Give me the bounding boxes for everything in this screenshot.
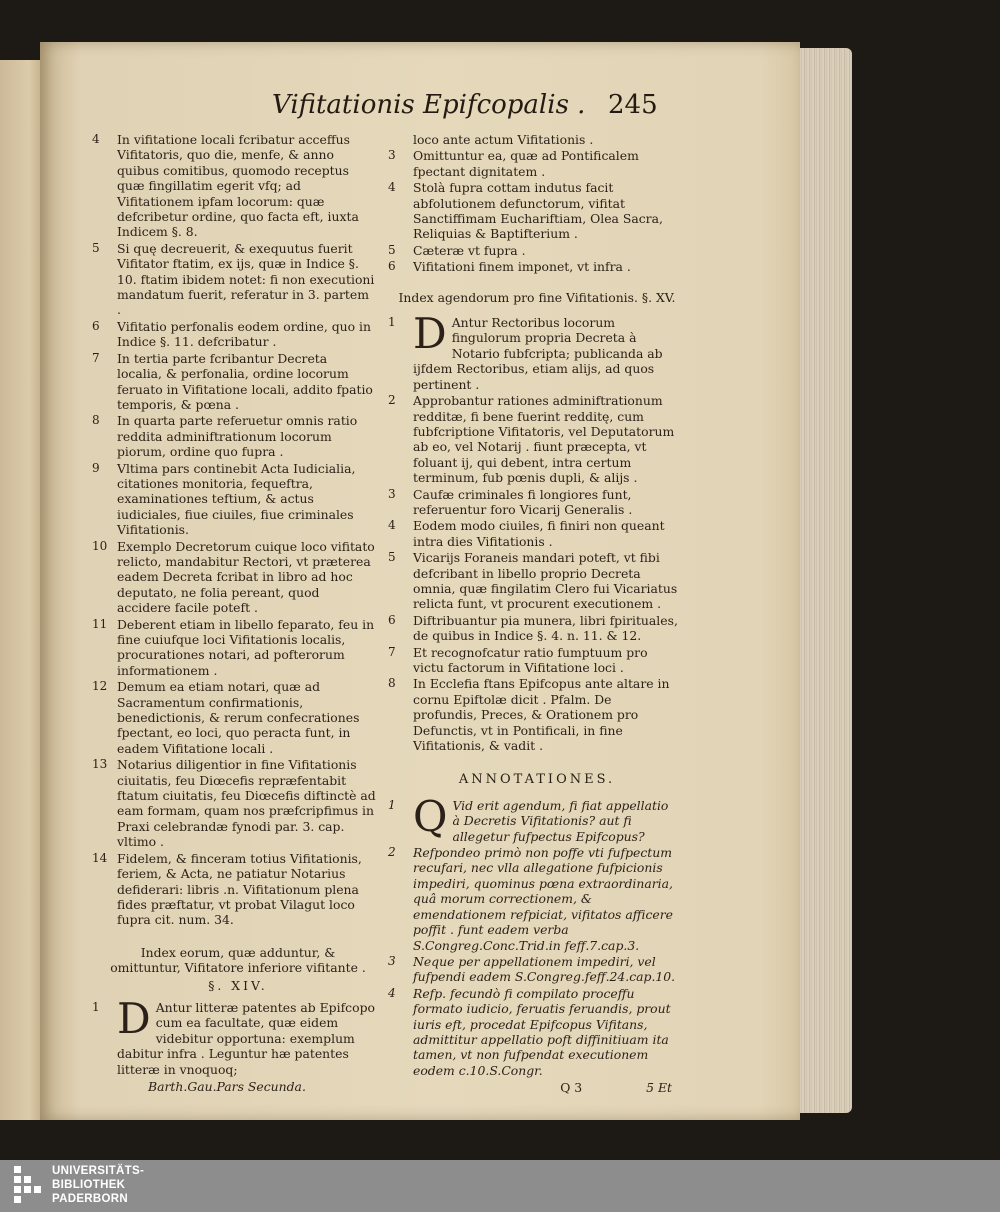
library-name-line-1: UNIVERSITÄTS-	[52, 1165, 145, 1177]
annotation-item	[388, 953, 678, 985]
list-item	[92, 460, 376, 538]
list-item	[92, 132, 376, 240]
list-item-text: Antur Rectoribus locorum fingulorum propria Decreta à Notario fubfcripta; publicanda ab ijfdem Rectoribus, etiam alijs, ad quos pertinent .	[413, 315, 663, 392]
list-item-number: 6	[92, 318, 100, 333]
list-item	[396, 132, 678, 147]
entry-text: Antur litteræ patentes ab Epifcopo cum ea facultate, quæ eidem videbitur opportuna: exemplum dabitur infra . Leguntur hæ patentes litteræ in vnoquoq;	[117, 999, 375, 1077]
list-item-number: 5	[92, 240, 100, 255]
annotation-item-number: 1	[388, 797, 396, 812]
list-item-text: Vltima pars continebit Acta Iudicialia, citationes monitoria, fequeftra, examinationes teftium, & actus iudiciales, fiue ciuiles, fiue criminales Vifitationis.	[117, 460, 356, 538]
list-item-text: Fidelem, & finceram totius Vifitationis, feriem, & Acta, ne patiatur Notarius defiderari: libris .n. Vifitationum plena fides præftatur, vt probat Vilagut loco fupra cit. num. 34.	[117, 850, 362, 928]
list-item-text: Vifitatio perfonalis eodem ordine, quo in Indice §. 11. defcribatur .	[117, 318, 371, 350]
left-column	[92, 132, 376, 1094]
annotation-item-text: Refpondeo primò non poffe vti fufpectum recufari, nec vlla allegatione fufpicionis impediri, quominus pœna extraordinaria, quâ morum correctionem, & emendationem refpiciat, vifitatos afficere poffit . funt eadem verba S.Congreg.Conc.Trid.in feff.7.cap.3.	[413, 845, 673, 953]
list-item-number: 5	[388, 550, 396, 565]
list-item-number: 6	[388, 612, 396, 627]
list-item	[92, 757, 376, 850]
list-item-text: Vicarijs Foraneis mandari poteft, vt fibi defcribant in libello proprio Decreta omnia, quæ fingilatim Clero fui Vicariatus relicta funt, vt procurent executionem .	[413, 550, 678, 612]
library-name	[52, 1164, 144, 1206]
list-item-number: 7	[92, 350, 100, 365]
list-item-text: Si quę decreuerit, & exequutus fuerit Vifitator ftatim, ex ijs, quæ in Indice §. 10. ftatim ibidem notet: fi non executioni mandatum fuerit, referatur in 3. partem .	[117, 240, 375, 318]
right-items-2	[388, 309, 678, 754]
annotation-item	[388, 791, 678, 844]
annotation-item	[388, 985, 678, 1078]
list-item-text: Approbantur rationes adminiftrationum redditæ, fi bene fuerint redditę, cum fubfcriptione Vifitatoris, vel Deputatorum ab eo, vel Notarij . fiunt præcepta, vt foluant ij, qui debent, intra certum terminum, fub pœnis dupli, & alijs .	[413, 393, 675, 486]
list-item-text: Deberent etiam in libello feparato, feu in fine cuiufque loci Vifitationis localis, procurationes notari, ad pofterorum informationem .	[117, 616, 375, 678]
library-name-line-3: PADERBORN	[52, 1193, 128, 1205]
list-item-number: 13	[92, 757, 108, 772]
list-item	[92, 850, 376, 928]
drop-initial: D	[117, 993, 151, 1043]
list-item-number: 4	[388, 518, 396, 533]
list-item	[92, 679, 376, 756]
list-item-number: 8	[92, 413, 100, 428]
list-item-number: 12	[92, 679, 108, 694]
list-item-number: 3	[388, 486, 396, 501]
list-item	[388, 393, 678, 486]
list-item-text: Eodem modo ciuiles, fi finiri non queant intra dies Vifitationis .	[413, 518, 665, 549]
list-item	[388, 242, 678, 258]
list-item-text: In vifitatione locali fcribatur acceffus Vifitatoris, quo die, menfe, & anno quibus comitibus, quomodo receptus quæ fingillatim egerit vfq; ad Vifitationem ipfam locorum: quæ defcribetur ordine, quo facta eft, iuxta Indicem §. 8.	[117, 132, 359, 240]
list-item-text: In Ecclefia ftans Epifcopus ante altare in cornu Epiftolæ dicit . Pfalm. De profundis, Preces, & Orationem pro Defunctis, vt in Pontificali, in fine Vifitationis, & vadit .	[413, 676, 670, 754]
list-item-text: Cæteræ vt fupra .	[413, 242, 526, 258]
list-item	[388, 259, 678, 275]
list-item-text: In tertia parte fcribantur Decreta localia, & perfonalia, ordine locorum feruato in Vifitatione locali, addito fpatio temporis, & pœna .	[117, 350, 373, 412]
list-item	[388, 148, 678, 179]
right-column	[388, 132, 678, 1096]
list-item-number: 6	[388, 259, 396, 274]
annotations-list	[388, 791, 678, 1078]
library-footer	[0, 1160, 1000, 1212]
list-item-number: 7	[388, 644, 396, 659]
list-item	[388, 612, 678, 644]
list-item	[92, 318, 376, 350]
signature-line: Barth.Gau.Pars Secunda.	[148, 1078, 306, 1094]
index-heading: Index eorum, quæ adduntur, & omittuntur, Vifitatore inferiore vifitante .	[110, 944, 366, 976]
list-item-number: 4	[92, 132, 100, 146]
annotation-item-number: 2	[388, 845, 396, 860]
list-item-text: Diftribuantur pia munera, libri fpirituales, de quibus in Indice §. 4. n. 11. & 12.	[413, 612, 678, 644]
list-item	[92, 413, 376, 460]
list-item-text: Omittuntur ea, quæ ad Pontificalem fpectant dignitatem .	[413, 148, 639, 179]
list-item-text: Stolà fupra cottam indutus facit abfolutionem defunctorum, vifitat Sanctiffimam Euchariftiam, Olea Sacra, Reliquias & Baptifterium .	[413, 180, 663, 242]
list-item-text: loco ante actum Vifitationis .	[413, 132, 594, 147]
list-item-number: 8	[388, 676, 396, 691]
list-item-text: Notarius diligentior in fine Vifitationis ciuitatis, feu Diœcefis repræfentabit ftatum ciuitatis, feu Diœcefis diftinctè ad eam formam, quam nos præfcripfimus in Praxi celebrandæ fynodi par. 3. cap. vltimo .	[117, 757, 376, 850]
running-header: Vifitationis Epifcopalis .	[272, 90, 586, 120]
list-item-number: 2	[388, 393, 396, 408]
list-item-number: 11	[92, 616, 108, 631]
list-item-text: Et recognofcatur ratio fumptuum pro victu factorum in Vifitatione loci .	[413, 644, 648, 675]
list-item	[388, 644, 678, 676]
list-item-text: Exemplo Decretorum cuique loco vifitato relicto, mandabitur Rectori, vt præterea eadem Decreta fcribat in libro ad hoc deputato, ne folia pereant, quod accidere facile poteft .	[117, 538, 375, 616]
catchword: 5 Et	[646, 1080, 672, 1096]
list-item-number: 10	[92, 538, 108, 553]
left-items	[92, 132, 376, 928]
page-number: 245	[608, 90, 658, 120]
gathering-signature: Q 3	[560, 1080, 583, 1096]
list-item-number: 5	[388, 242, 396, 257]
list-item	[92, 538, 376, 616]
list-item-text: Vifitationi finem imponet, vt infra .	[413, 259, 631, 275]
list-item	[92, 240, 376, 318]
list-item-text: In quarta parte referuetur omnis ratio reddita adminiftrationum locorum piorum, ordine quo fupra .	[117, 413, 358, 460]
right-items	[388, 132, 678, 275]
list-item-number: 1	[388, 315, 396, 330]
annotation-item-text: Refp. fecundò fi compilato proceffu formato iudicio, feruatis feruandis, prout iuris eft, procedat Epifcopus Vifitans, admittitur appellatio poft diffinitiuam ita tamen, vt non fufpendat executionem eodem c.10.S.Congr.	[413, 985, 671, 1078]
index-heading-2: Index agendorum pro fine Vifitationis. §. XV.	[398, 289, 676, 305]
section-heading: §. XIV.	[208, 977, 268, 993]
list-item	[388, 180, 678, 242]
entry-number: 1	[92, 999, 100, 1014]
drop-initial: D	[413, 309, 447, 359]
list-item-number: 3	[388, 148, 396, 163]
list-item-number: 14	[92, 850, 108, 865]
annotations-heading: ANNOTATIONES.	[458, 772, 616, 788]
list-item	[92, 616, 376, 679]
annotation-item-text: Vid erit agendum, fi fiat appellatio à Decretis Vifitationis? aut fi allegetur fufpectus Epifcopus?	[452, 797, 669, 844]
list-item	[388, 518, 678, 549]
annotation-item-number: 4	[388, 985, 396, 1000]
annotation-item-text: Neque per appellationem impediri, vel fufpendi eadem S.Congreg.feff.24.cap.10.	[413, 953, 676, 985]
list-item-text: Caufæ criminales fi longiores funt, referuentur foro Vicarij Generalis .	[413, 486, 633, 517]
drop-initial: Q	[413, 791, 448, 841]
page-signature-row	[396, 1080, 678, 1095]
entry-item	[92, 993, 376, 1077]
library-logo-icon	[14, 1164, 44, 1208]
annotation-item-number: 3	[388, 953, 396, 968]
list-item-number: 4	[388, 180, 396, 195]
list-item	[92, 350, 376, 413]
list-item	[388, 676, 678, 754]
annotation-item	[388, 845, 678, 953]
list-item	[388, 309, 678, 392]
list-item	[388, 486, 678, 518]
library-name-line-2: BIBLIOTHEK	[52, 1179, 126, 1191]
list-item-text: Demum ea etiam notari, quæ ad Sacramentum confirmationis, benedictionis, & rerum confecrationes fpectant, eo loci, quo peracta funt, in eadem Vifitatione locali .	[117, 679, 360, 756]
list-item	[388, 550, 678, 612]
list-item-number: 9	[92, 460, 100, 475]
